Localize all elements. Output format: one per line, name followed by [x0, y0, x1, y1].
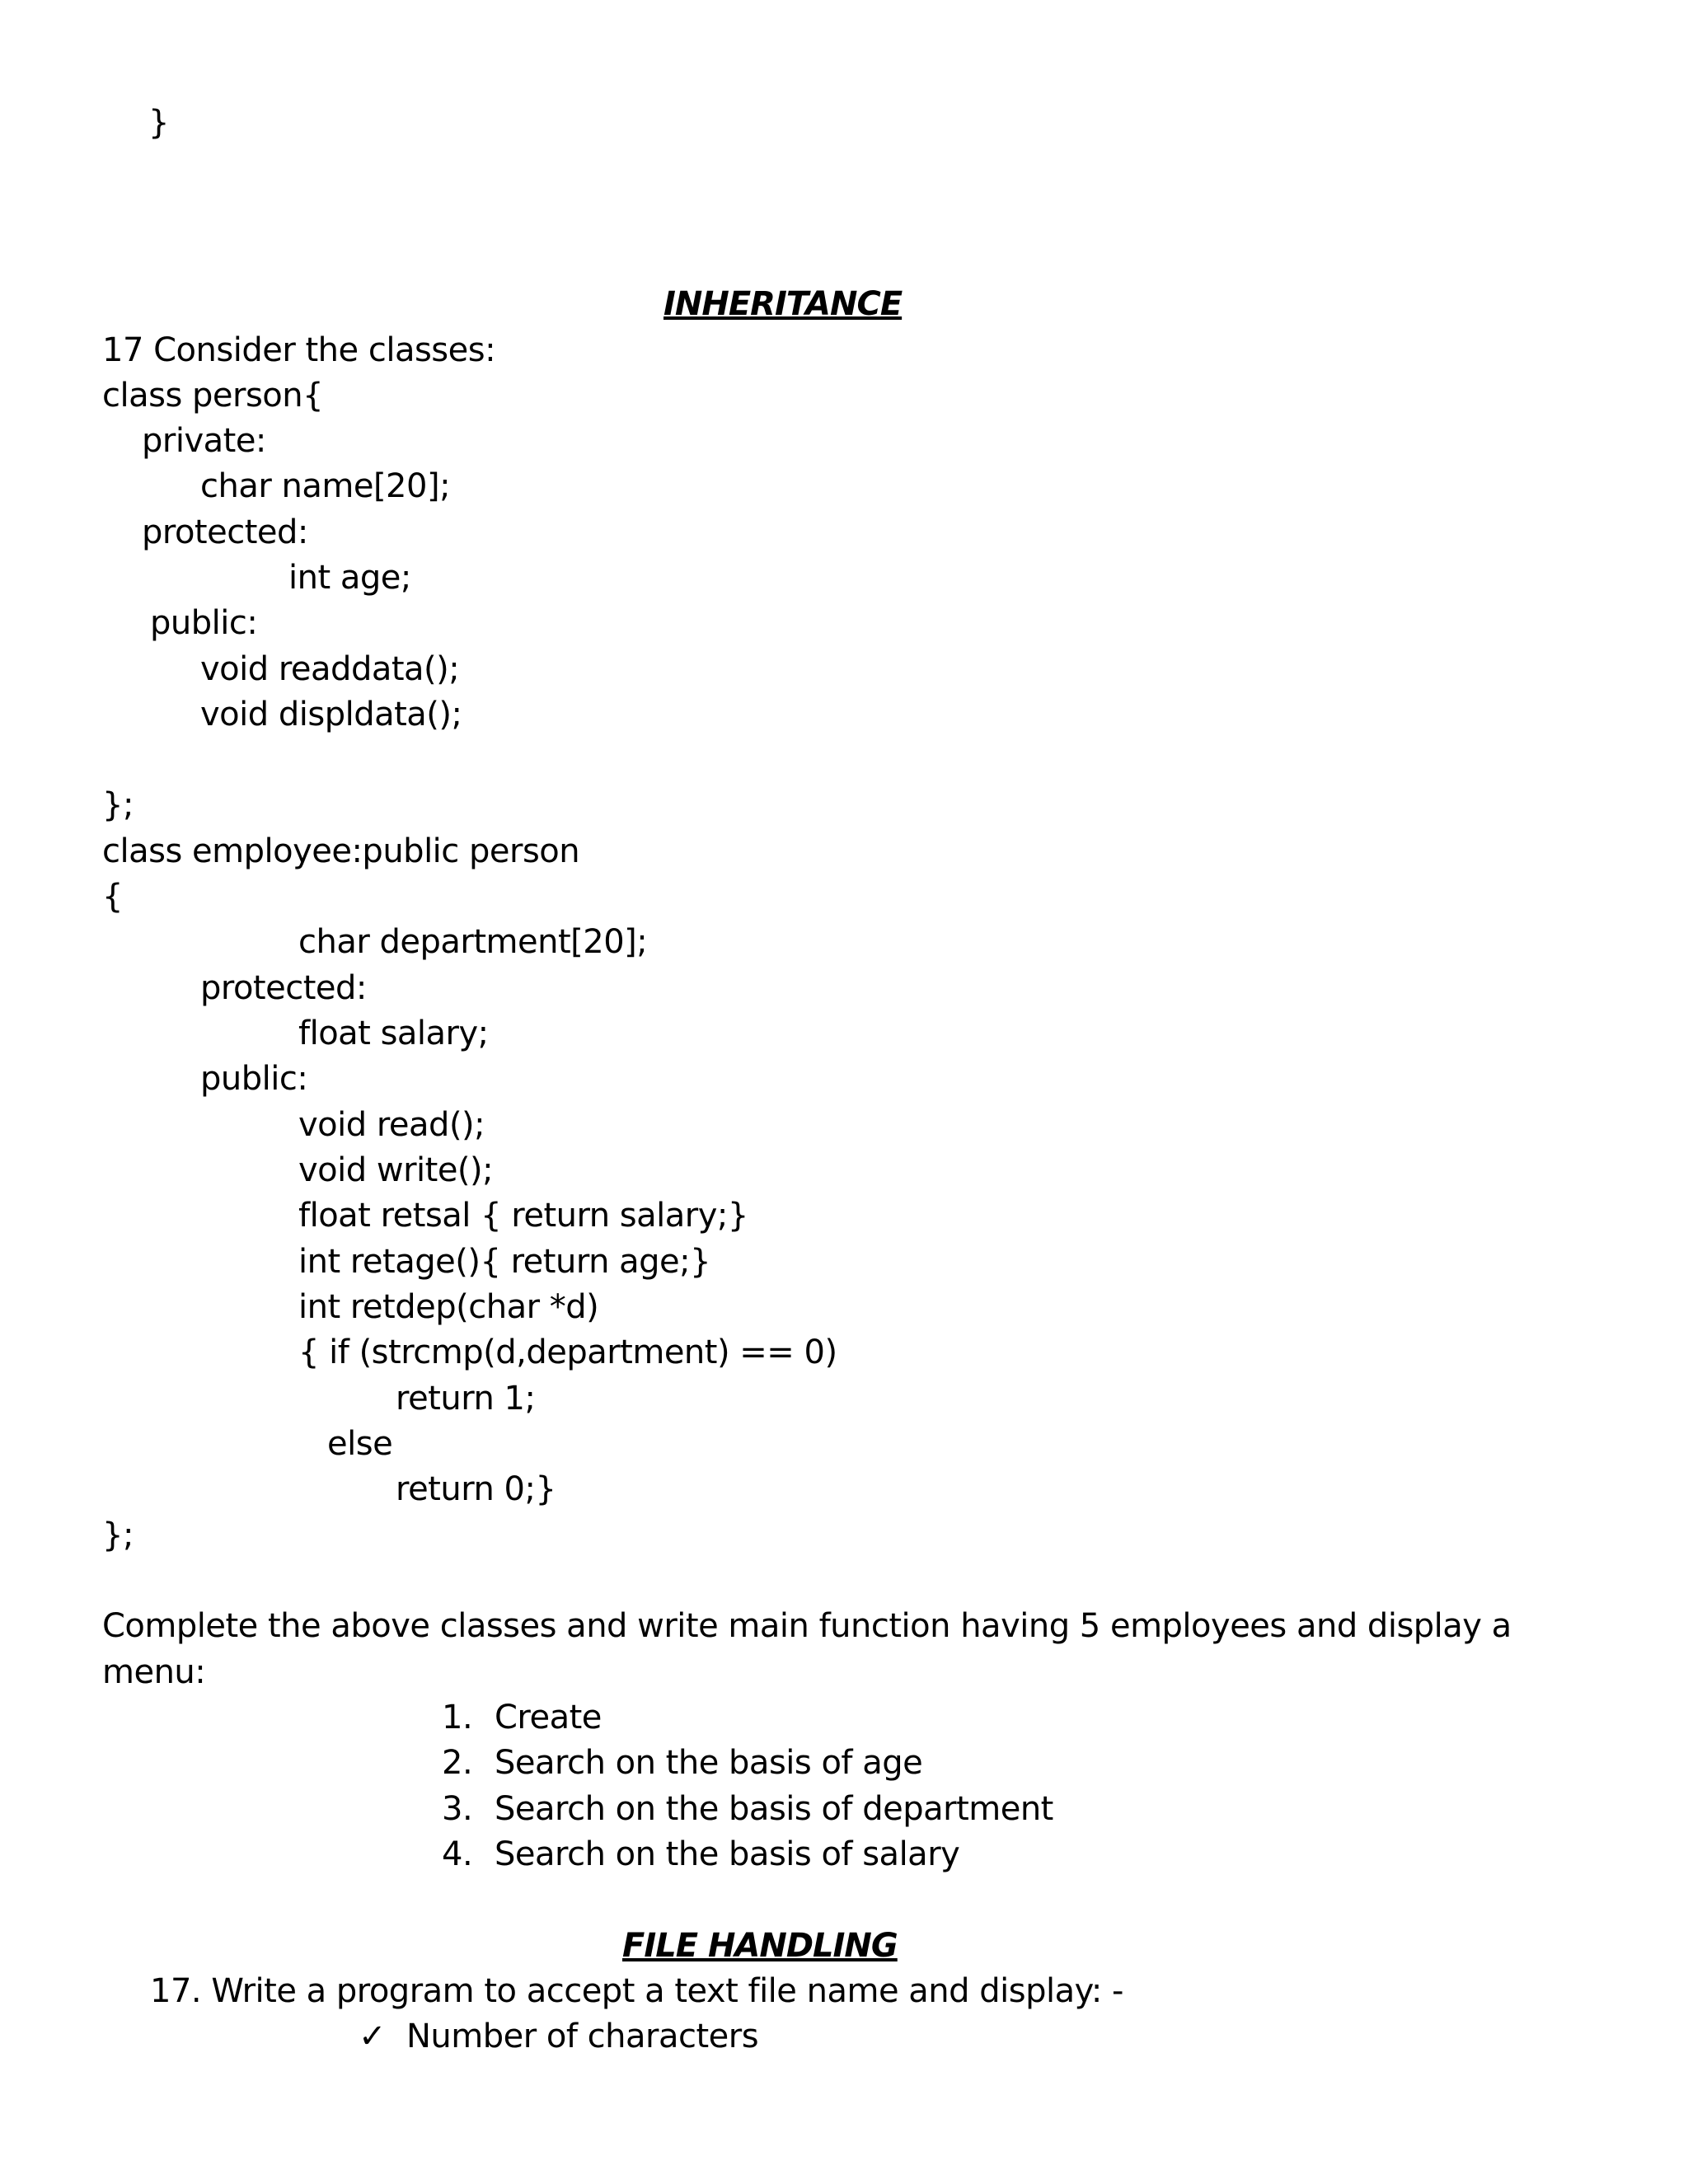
menu-item-text: Search on the basis of salary	[495, 1835, 960, 1873]
menu-item-number: 3.	[442, 1790, 473, 1828]
code-line: void displdata();	[200, 696, 462, 733]
code-line: };	[102, 1516, 134, 1554]
code-line: {	[102, 878, 123, 916]
menu-item-text: Search on the basis of age	[495, 1744, 923, 1782]
code-line: float salary;	[298, 1015, 489, 1052]
code-line: public:	[200, 1060, 308, 1098]
bullet-item-text: Number of characters	[406, 2018, 759, 2055]
code-line: float retsal { return salary;}	[298, 1197, 748, 1235]
code-line: protected:	[200, 969, 367, 1007]
question-17-inheritance: 17 Consider the classes:	[102, 331, 496, 369]
menu-item-number: 2.	[442, 1744, 473, 1782]
code-line: char department[20];	[298, 923, 648, 961]
code-line: protected:	[142, 513, 308, 551]
code-line: void write();	[298, 1151, 494, 1189]
code-line: void read();	[298, 1106, 485, 1144]
code-line: return 0;}	[396, 1470, 556, 1508]
checkmark-icon: ✓	[359, 2018, 387, 2055]
code-line: return 1;	[396, 1380, 536, 1418]
code-line: private:	[142, 422, 266, 460]
menu-item-text: Search on the basis of department	[495, 1790, 1053, 1828]
code-line: else	[327, 1425, 393, 1463]
code-line: class employee:public person	[102, 832, 580, 870]
code-line: };	[102, 786, 134, 824]
menu-item-number: 4.	[442, 1835, 473, 1873]
menu-item-number: 1.	[442, 1699, 473, 1736]
instruction-text: menu:	[102, 1653, 206, 1691]
code-line: { if (strcmp(d,department) == 0)	[298, 1333, 837, 1371]
file-handling-heading: FILE HANDLING	[622, 1927, 898, 1965]
code-line: class person{	[102, 377, 324, 415]
question-17-file-handling: 17. Write a program to accept a text file name and display: -	[150, 1972, 1123, 2010]
code-line: int age;	[288, 559, 411, 597]
code-line: void readdata();	[200, 650, 460, 688]
instruction-text: Complete the above classes and write main function having 5 employees and display a	[102, 1607, 1512, 1645]
code-line: int retdep(char *d)	[298, 1288, 599, 1326]
code-line: char name[20];	[200, 467, 451, 505]
code-line: int retage(){ return age;}	[298, 1243, 711, 1281]
menu-item-text: Create	[495, 1699, 602, 1736]
code-line: public:	[150, 604, 258, 642]
closing-brace-fragment: }	[148, 104, 169, 142]
inheritance-heading: INHERITANCE	[663, 285, 903, 323]
